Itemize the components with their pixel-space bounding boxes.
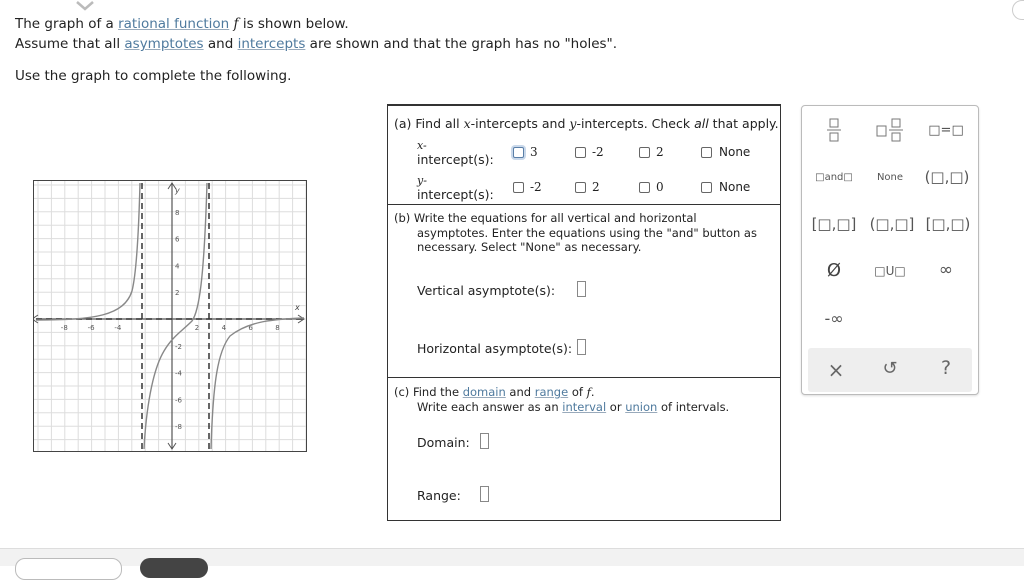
vertical-asymptote-input[interactable] xyxy=(577,281,586,297)
open-open-interval-key[interactable]: (□,□) xyxy=(924,168,970,186)
closed-open-interval-key[interactable]: [□,□) xyxy=(925,215,971,233)
clear-icon[interactable]: × xyxy=(827,358,845,382)
and-key[interactable]: □and□ xyxy=(815,172,853,183)
open-closed-interval-key[interactable]: (□,□] xyxy=(869,215,915,233)
union-key[interactable]: □U□ xyxy=(874,264,906,278)
x-intercept-option-3-checkbox[interactable] xyxy=(513,147,524,158)
domain-label: Domain: xyxy=(417,435,470,450)
x-intercept-option-3-label: 3 xyxy=(530,145,538,159)
y-tick-label: -4 xyxy=(175,369,182,378)
rational-function-link[interactable]: rational function xyxy=(118,16,230,32)
x-tick-label: -4 xyxy=(114,324,122,332)
rational-function-graph xyxy=(33,180,307,452)
curve-middle-branch xyxy=(144,183,207,449)
x-tick-label: -8 xyxy=(60,324,68,332)
y-intercept-option-2-label: 2 xyxy=(592,180,600,194)
y-tick-label: 8 xyxy=(175,208,180,217)
x-intercepts-label: x- intercept(s): xyxy=(417,139,494,167)
keypad-action-row xyxy=(808,348,972,392)
range-link[interactable]: range xyxy=(534,385,569,399)
infinity-key[interactable]: ∞ xyxy=(938,260,954,280)
undo-icon[interactable]: ↺ xyxy=(882,358,898,379)
y-tick-label: -6 xyxy=(175,396,182,405)
closed-closed-interval-key[interactable]: [□,□] xyxy=(811,215,857,233)
x-intercept-option-2-checkbox[interactable] xyxy=(639,147,650,158)
x-intercept-none-checkbox[interactable] xyxy=(701,147,712,158)
part-b-prompt: (b) Write the equations for all vertical and horizontal asymptotes. Enter the equations using the "and" button as necessary. Select "None" as necessary. xyxy=(394,211,757,254)
curve-right-branch xyxy=(211,318,304,449)
negative-infinity-key[interactable]: -∞ xyxy=(824,309,844,328)
y-intercept-none-checkbox[interactable] xyxy=(701,182,712,193)
help-icon[interactable]: ? xyxy=(940,357,952,379)
scroll-indicator[interactable] xyxy=(1012,0,1024,20)
mixed-number-key[interactable] xyxy=(870,118,910,145)
y-intercept-option-neg2-label: -2 xyxy=(530,180,542,194)
x-tick-label: 6 xyxy=(248,324,253,332)
y-intercept-option-2-checkbox[interactable] xyxy=(575,182,586,193)
y-intercept-option-neg2-checkbox[interactable] xyxy=(513,182,524,193)
part-c-prompt: (c) Find the domain and range of f. Write each answer as an interval or union of intervals. xyxy=(394,385,730,414)
instruction-text: Use the graph to complete the following. xyxy=(15,68,292,84)
y-tick-label: 4 xyxy=(175,262,180,271)
y-axis-label: y xyxy=(175,186,180,195)
equals-key[interactable]: □=□ xyxy=(928,123,964,138)
x-tick-label: 8 xyxy=(275,324,280,332)
x-tick-label: -6 xyxy=(87,324,95,332)
x-tick-label: 2 xyxy=(194,324,200,332)
union-link[interactable]: union xyxy=(625,400,658,414)
y-tick-label: 2 xyxy=(175,289,180,298)
y-intercept-option-0-label: 0 xyxy=(656,180,664,194)
range-input[interactable] xyxy=(480,486,489,502)
domain-link[interactable]: domain xyxy=(462,385,506,399)
horizontal-asymptote-label: Horizontal asymptote(s): xyxy=(417,341,573,356)
part-a-prompt: (a) Find all x-intercepts and y-intercepts. Check all that apply. xyxy=(394,116,779,131)
y-tick-label: 6 xyxy=(175,235,180,244)
empty-set-key[interactable]: Ø xyxy=(826,260,842,281)
x-axis-label: x xyxy=(295,303,300,312)
y-intercept-none-label: None xyxy=(719,180,751,194)
x-intercept-none-label: None xyxy=(719,145,751,159)
x-tick-label: 4 xyxy=(221,324,227,332)
horizontal-asymptote-input[interactable] xyxy=(577,339,586,355)
intro-line-2: Assume that all asymptotes and intercepts are shown and that the graph has no "holes". xyxy=(15,36,618,52)
collapse-chevron-icon[interactable] xyxy=(74,0,96,16)
x-intercept-option-neg2-label: -2 xyxy=(592,145,604,159)
fraction-key[interactable] xyxy=(816,118,852,145)
interval-link[interactable]: interval xyxy=(562,400,607,414)
intro-line-1: The graph of a rational function f is shown below. xyxy=(15,16,349,32)
range-label: Range: xyxy=(417,488,461,503)
math-keypad xyxy=(801,105,979,395)
explanation-button[interactable] xyxy=(15,558,122,580)
y-tick-label: -2 xyxy=(175,342,182,351)
x-intercept-option-neg2-checkbox[interactable] xyxy=(575,147,586,158)
y-intercepts-label: y- intercept(s): xyxy=(417,174,494,202)
question-panel xyxy=(387,104,781,521)
vertical-asymptote-label: Vertical asymptote(s): xyxy=(417,283,556,298)
none-key[interactable]: None xyxy=(876,172,904,183)
y-tick-label: -8 xyxy=(175,423,182,432)
check-button[interactable] xyxy=(140,558,208,578)
y-intercept-option-0-checkbox[interactable] xyxy=(639,182,650,193)
x-intercept-option-2-label: 2 xyxy=(656,145,664,159)
intercepts-link[interactable]: intercepts xyxy=(237,36,306,52)
asymptotes-link[interactable]: asymptotes xyxy=(124,36,204,52)
domain-input[interactable] xyxy=(480,433,489,449)
